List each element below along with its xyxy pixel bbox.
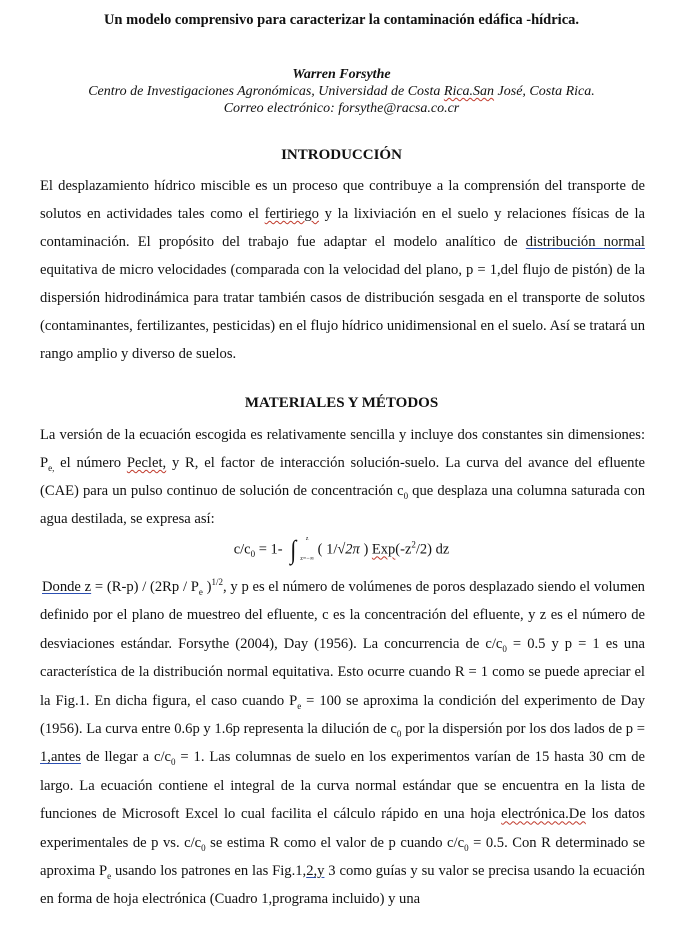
equation: $c/c_0 = 1-$ ∫ z z=−∞ ( 1/√2π ) $Exp(-z^2/2)$ dz xyxy=(233,534,450,565)
methods-paragraph-1: La versión de la ecuación escogida es relativamente sencilla y incluye dos constantes sin dimensiones: $P_{e,}$ el número Peclet, y R, el factor de interacción solución-suelo. La curva del avance del efluente (CAE) para un pulso continuo de solución de concentración $c_0$ que desplaza una columna saturada con agua destilada, se expresa así: xyxy=(40,427,646,527)
misspelled-word: electrónica.De xyxy=(501,806,586,823)
document-title: Un modelo comprensivo para caracterizar la contaminación edáfica -hídrica. xyxy=(103,12,580,28)
intro-paragraph: El desplazamiento hídrico miscible es un proceso que contribuye a la comprensión del transporte de solutos en actividades tales como el fertiriego y la lixiviación en el suelo y relaciones físicas de la contaminación. El propósito del trabajo fue adaptar el modelo analítico de distribución normal equitativa de micro velocidades (comparada con la velocidad del plano, p = 1,del flujo de pistón) de la dispersión hidrodinámica para tratar también casos de distribución sesgada en el transporte de solutos (contaminantes, fertilizantes, pesticidas) en el flujo hídrico unidimensional en el suelo. Así se tratará un rango amplio y diverso de suelos. xyxy=(40,178,645,362)
grammar-flagged-phrase: 2,y xyxy=(306,863,325,880)
author-email: Correo electrónico: forsythe@racsa.co.cr xyxy=(223,101,460,116)
affiliation-text-end: José, Costa Rica. xyxy=(494,84,595,99)
misspelled-word: Exp xyxy=(371,541,396,558)
author-affiliation xyxy=(0,84,683,100)
integral-sign: ∫ xyxy=(290,534,297,565)
methods-heading: MATERIALES Y MÉTODOS xyxy=(244,395,439,411)
grammar-flagged-phrase: Donde z xyxy=(42,579,92,595)
affiliation-misspelled-word: Rica.San xyxy=(443,84,495,99)
grammar-flagged-phrase: 1,antes xyxy=(40,749,81,766)
misspelled-word: Peclet, xyxy=(126,455,167,471)
author-name: Warren Forsythe xyxy=(292,67,391,82)
affiliation-text: Centro de Investigaciones Agronómicas, Universidad de Costa xyxy=(88,84,444,99)
methods-paragraph-2: Donde $z = (R-p) / (2Rp / P_e$ )$^{1/2}$, y p es el número de volúmenes de poros desplazado siendo el volumen definido por el plano de muestreo del efluente, c es la concentración del efluente, y z es el número de desviaciones estándar. Forsythe (2004), Day (1956). La concurrencia de $c/c_0 = 0.5$ y p = 1 es una característica de la distribución normal equitativa. Esto ocurre cuando R = 1 como se puede apreciar el la Fig.1. En dicha figura, el caso cuando $P_e = 100$ se aproxima la condición del experimento de Day (1956). La curva entre 0.6p y 1.6p representa la dilución de $c_0$ por la dispersión por los dos lados de p = 1,antes de llegar a $c/c_0 = 1$. Las columnas de suelo en los experimentos varían de 15 hasta 30 cm de largo. La ecuación contiene el integral de la curva normal estándar que se encuentra en la lista de funciones de Microsoft Excel lo cual facilita el cálculo rápido en una hoja electrónica.De los datos experimentales de p vs. $c/c_0$ se estima R como el valor de p cuando $c/c_0 = 0.5$. Con R determinado se aproxima $P_e$ usando los patrones en las Fig.1,2,y 3 como guías y su valor se precisa usando la ecuación en forma de hoja electrónica (Cuadro 1,programa incluido) y una xyxy=(40,577,646,908)
intro-heading: INTRODUCCIÓN xyxy=(281,147,402,163)
grammar-flagged-phrase: distribución normal xyxy=(525,234,645,250)
misspelled-word: fertiriego xyxy=(264,206,319,222)
sqrt-term: √2π xyxy=(337,541,360,558)
